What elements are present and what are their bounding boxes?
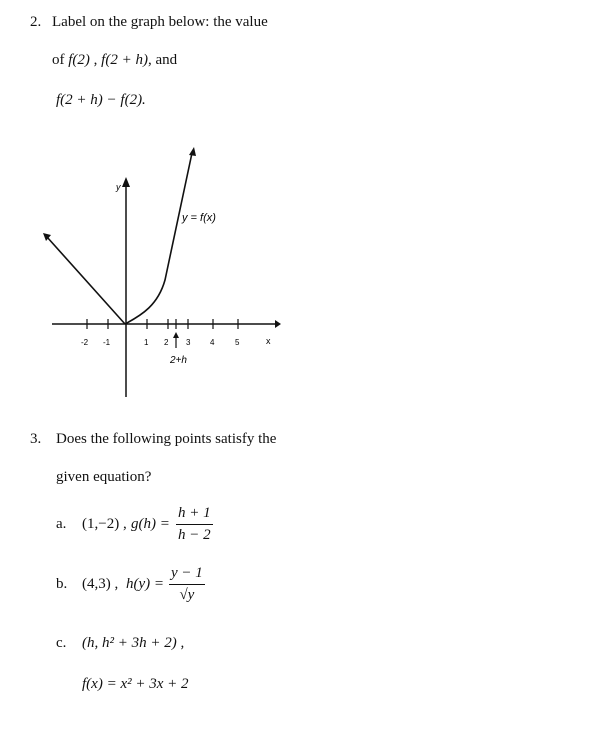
problem-2-line-2 bbox=[52, 53, 177, 68]
item-a-point: (1,−2) , bbox=[82, 516, 127, 532]
function-graph bbox=[30, 135, 290, 405]
tick-label-neg2: -2 bbox=[81, 338, 89, 347]
tick-label-4: 4 bbox=[210, 338, 215, 347]
curve-label: y = f(x) bbox=[182, 212, 216, 224]
tick-label-2: 2 bbox=[164, 338, 169, 347]
expr-f2: f(2) bbox=[68, 52, 90, 68]
tick-label-5: 5 bbox=[235, 338, 240, 347]
y-axis-arrow bbox=[122, 177, 130, 187]
problem-3-line-2: given equation? bbox=[56, 469, 152, 485]
item-c-equation: f(x) = x² + 3x + 2 bbox=[82, 676, 189, 692]
tick-label-1: 1 bbox=[144, 338, 149, 347]
separator: , bbox=[89, 52, 102, 68]
expr-difference: f(2 + h) − f(2). bbox=[56, 92, 146, 108]
item-b-lhs: h(y) = bbox=[126, 576, 165, 592]
problem-3-number: 3. bbox=[30, 431, 42, 447]
arrow-label-2h: 2+h bbox=[170, 355, 187, 366]
problem-3-line-1: Does the following points satisfy the bbox=[56, 431, 277, 447]
right-curve bbox=[125, 153, 192, 324]
expr-f2h: f(2 + h) bbox=[101, 52, 148, 68]
item-b-denominator: √y bbox=[179, 587, 195, 603]
item-b-point: (4,3) , bbox=[82, 576, 119, 592]
item-a-letter: a. bbox=[56, 516, 67, 532]
x-axis-arrow bbox=[275, 320, 281, 328]
item-b-letter: b. bbox=[56, 576, 68, 592]
tick-label-3: 3 bbox=[186, 338, 191, 347]
and-text: , and bbox=[147, 52, 178, 68]
of-text: of bbox=[52, 52, 69, 68]
problem-2-line-1: Label on the graph below: the value bbox=[52, 14, 268, 30]
problem-2-number: 2. bbox=[30, 14, 42, 30]
item-b-numerator: y − 1 bbox=[169, 566, 205, 585]
left-ray bbox=[47, 237, 125, 324]
right-curve-arrow bbox=[189, 147, 196, 156]
h-arrow-head bbox=[173, 332, 179, 338]
item-c-letter: c. bbox=[56, 635, 67, 651]
item-a-denominator: h − 2 bbox=[178, 527, 211, 543]
item-b-fraction bbox=[169, 566, 205, 603]
y-axis-label: y bbox=[116, 182, 121, 192]
x-axis-label: x bbox=[266, 336, 271, 346]
tick-label-neg1: -1 bbox=[103, 338, 111, 347]
item-c-point: (h, h² + 3h + 2) , bbox=[82, 635, 185, 651]
item-a-numerator: h + 1 bbox=[176, 506, 213, 525]
item-a-lhs: g(h) = bbox=[131, 516, 170, 532]
item-a-fraction bbox=[176, 506, 213, 543]
